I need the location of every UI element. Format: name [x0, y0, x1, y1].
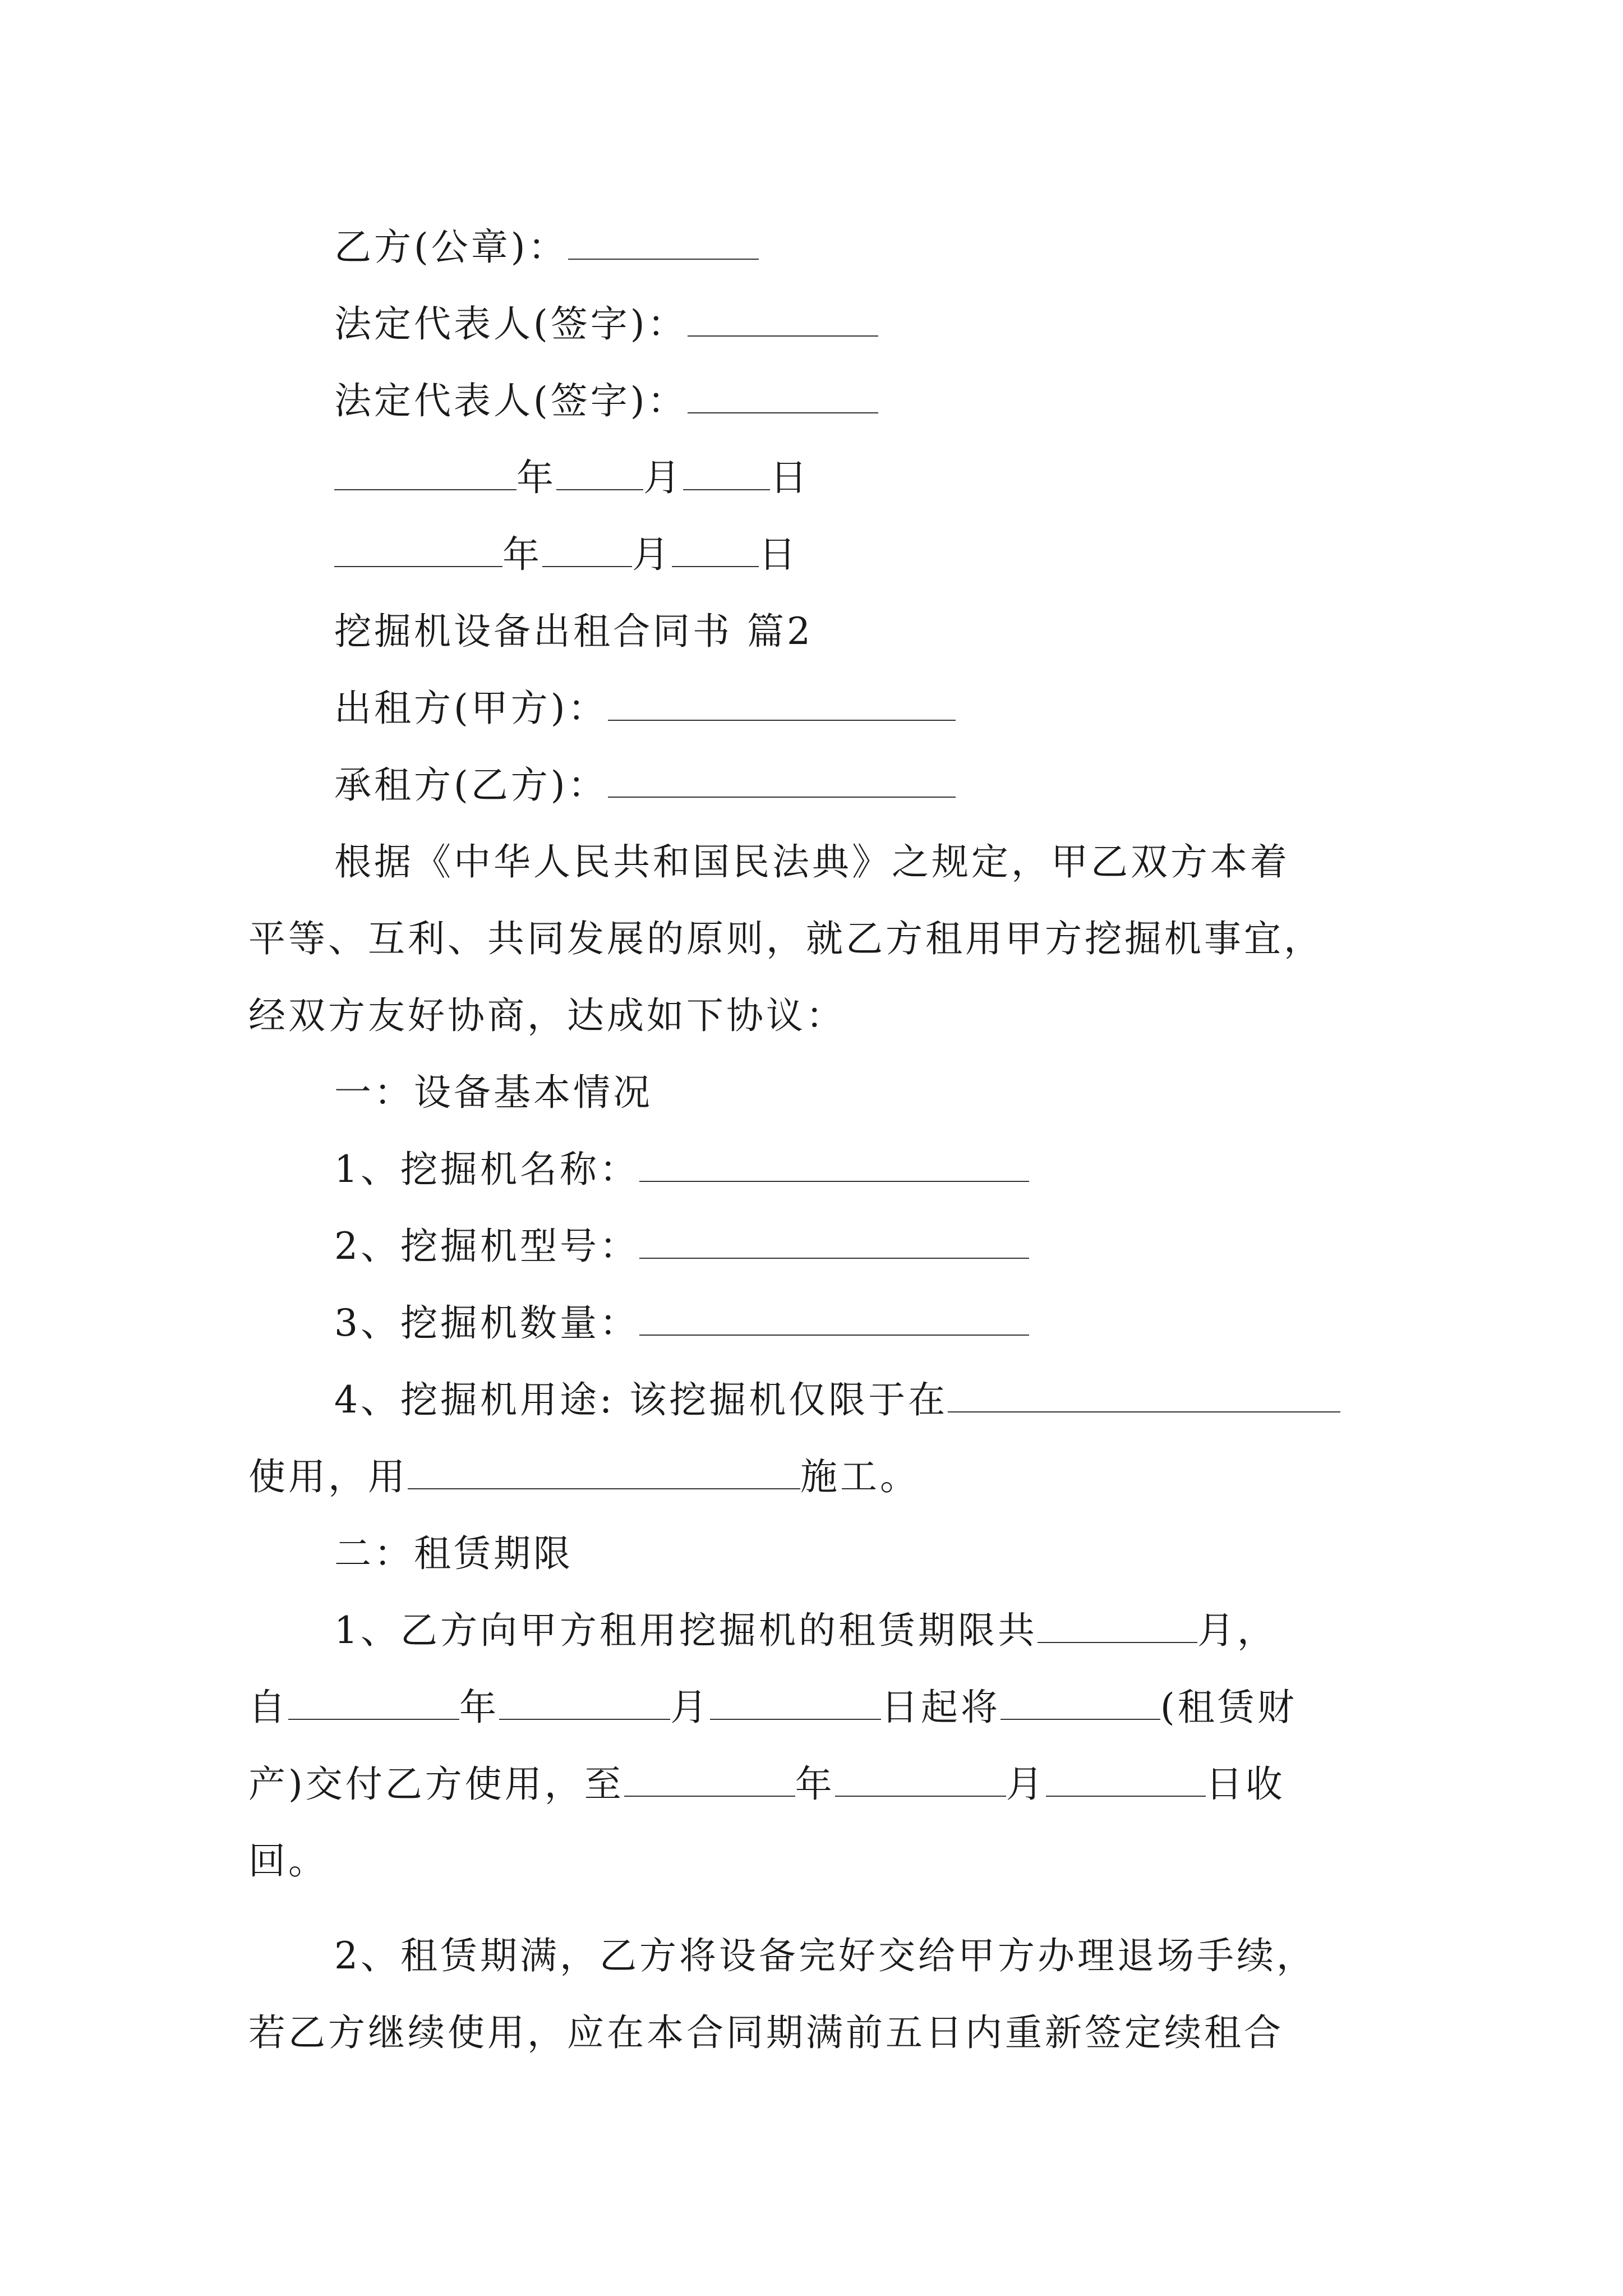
- lease-property-label: (租赁财: [1160, 1686, 1297, 1729]
- lease-term-line-2: [248, 1669, 1377, 1746]
- contract-body: [248, 209, 1377, 2071]
- lease-from-year-label: 年: [459, 1686, 499, 1729]
- section-2-heading: 二：租赁期限: [334, 1532, 573, 1575]
- date-day-blank-2: [672, 533, 759, 567]
- excavator-name-label: 1、挖掘机名称：: [334, 1148, 639, 1191]
- date-line-1: [248, 439, 1377, 516]
- lease-term-line-1: [248, 1592, 1377, 1669]
- date-day-label-1: 日: [770, 456, 810, 499]
- lease-from-label: 自: [248, 1686, 288, 1729]
- lessee-line: [248, 747, 1377, 823]
- date-month-blank-2: [542, 533, 632, 567]
- party-b-seal-label: 乙方(公章)：: [334, 226, 568, 269]
- date-month-label-2: 月: [632, 533, 672, 576]
- lease-term-line-3: [248, 1746, 1377, 1823]
- excavator-model-label: 2、挖掘机型号：: [334, 1225, 639, 1268]
- date-year-blank-2: [334, 533, 502, 567]
- lease-from-day-blank: [710, 1686, 881, 1720]
- excavator-quantity-blank: [639, 1302, 1029, 1336]
- lease-term-label: 1、乙方向甲方租用挖掘机的租赁期限共: [334, 1609, 1038, 1652]
- lessor-blank: [608, 687, 956, 721]
- section-1-heading: 一：设备基本情况: [334, 1071, 653, 1114]
- party-b-seal-line: [248, 209, 1377, 286]
- excavator-quantity-label: 3、挖掘机数量：: [334, 1301, 639, 1345]
- legal-rep-blank-1: [688, 303, 878, 337]
- date-month-blank-1: [556, 457, 643, 490]
- legal-rep-label-1: 法定代表人(签字)：: [334, 302, 688, 346]
- date-month-label-1: 月: [643, 456, 683, 499]
- contract-title: 挖掘机设备出租合同书 篇2: [334, 610, 813, 653]
- lease-to-month-label: 月: [1006, 1763, 1046, 1806]
- lease-property-blank: [1000, 1686, 1160, 1720]
- intro-line-1: 根据《中华人民共和国民法典》之规定，甲乙双方本着: [334, 840, 1290, 884]
- legal-rep-signature-line-1: [248, 286, 1377, 362]
- excavator-usage-use-label: 使用，用: [248, 1455, 408, 1498]
- lease-to-year-blank: [624, 1763, 795, 1797]
- lease-from-month-label: 月: [670, 1686, 710, 1729]
- lessor-label: 出租方(甲方)：: [334, 687, 608, 730]
- lessee-label: 承租方(乙方)：: [334, 763, 608, 807]
- intro-line-3: 经双方友好协商，达成如下协议：: [248, 994, 846, 1037]
- party-b-seal-blank: [568, 226, 759, 260]
- lessor-line: [248, 670, 1377, 747]
- date-year-blank-1: [334, 457, 517, 490]
- excavator-name-line: [248, 1131, 1377, 1208]
- legal-rep-label-2: 法定代表人(签字)：: [334, 379, 688, 422]
- lease-expiry-line-1: 2、租赁期满，乙方将设备完好交给甲方办理退场手续，: [334, 1934, 1316, 1977]
- lease-from-year-blank: [288, 1686, 459, 1720]
- intro-line-2: 平等、互利、共同发展的原则，就乙方租用甲方挖掘机事宜，: [248, 917, 1324, 960]
- lease-term-months-blank: [1038, 1609, 1197, 1643]
- date-year-label-1: 年: [517, 456, 556, 499]
- date-line-2: [248, 516, 1377, 593]
- lease-to-day-label: 日收: [1205, 1763, 1285, 1806]
- excavator-usage-location-blank: [948, 1379, 1340, 1412]
- lease-term-line-4: 回。: [248, 1839, 328, 1883]
- lease-to-year-label: 年: [795, 1763, 835, 1806]
- excavator-quantity-line: [248, 1285, 1377, 1361]
- excavator-usage-construction-label: 施工。: [800, 1455, 920, 1498]
- excavator-name-blank: [639, 1148, 1029, 1182]
- excavator-usage-line-2: [248, 1438, 1377, 1515]
- date-day-blank-1: [683, 457, 770, 490]
- lease-to-day-blank: [1046, 1763, 1206, 1797]
- excavator-usage-line-1: [248, 1361, 1377, 1438]
- legal-rep-signature-line-2: [248, 362, 1377, 439]
- legal-rep-blank-2: [688, 380, 878, 413]
- lease-from-month-blank: [499, 1686, 670, 1720]
- excavator-model-blank: [639, 1225, 1029, 1259]
- excavator-usage-purpose-blank: [408, 1456, 800, 1489]
- lease-expiry-line-2: 若乙方继续使用，应在本合同期满前五日内重新签定续租合: [248, 2011, 1284, 2054]
- lease-to-month-blank: [835, 1763, 1006, 1797]
- lease-delivery-label: 产)交付乙方使用，至: [248, 1763, 624, 1806]
- excavator-usage-label: 4、挖掘机用途: 该挖掘机仅限于在: [334, 1378, 948, 1421]
- lease-term-months-label: 月，: [1197, 1609, 1277, 1652]
- lease-from-day-label: 日起将: [881, 1686, 1000, 1729]
- date-year-label-2: 年: [502, 533, 542, 576]
- lessee-blank: [608, 764, 956, 798]
- excavator-model-line: [248, 1208, 1377, 1285]
- date-day-label-2: 日: [759, 533, 799, 576]
